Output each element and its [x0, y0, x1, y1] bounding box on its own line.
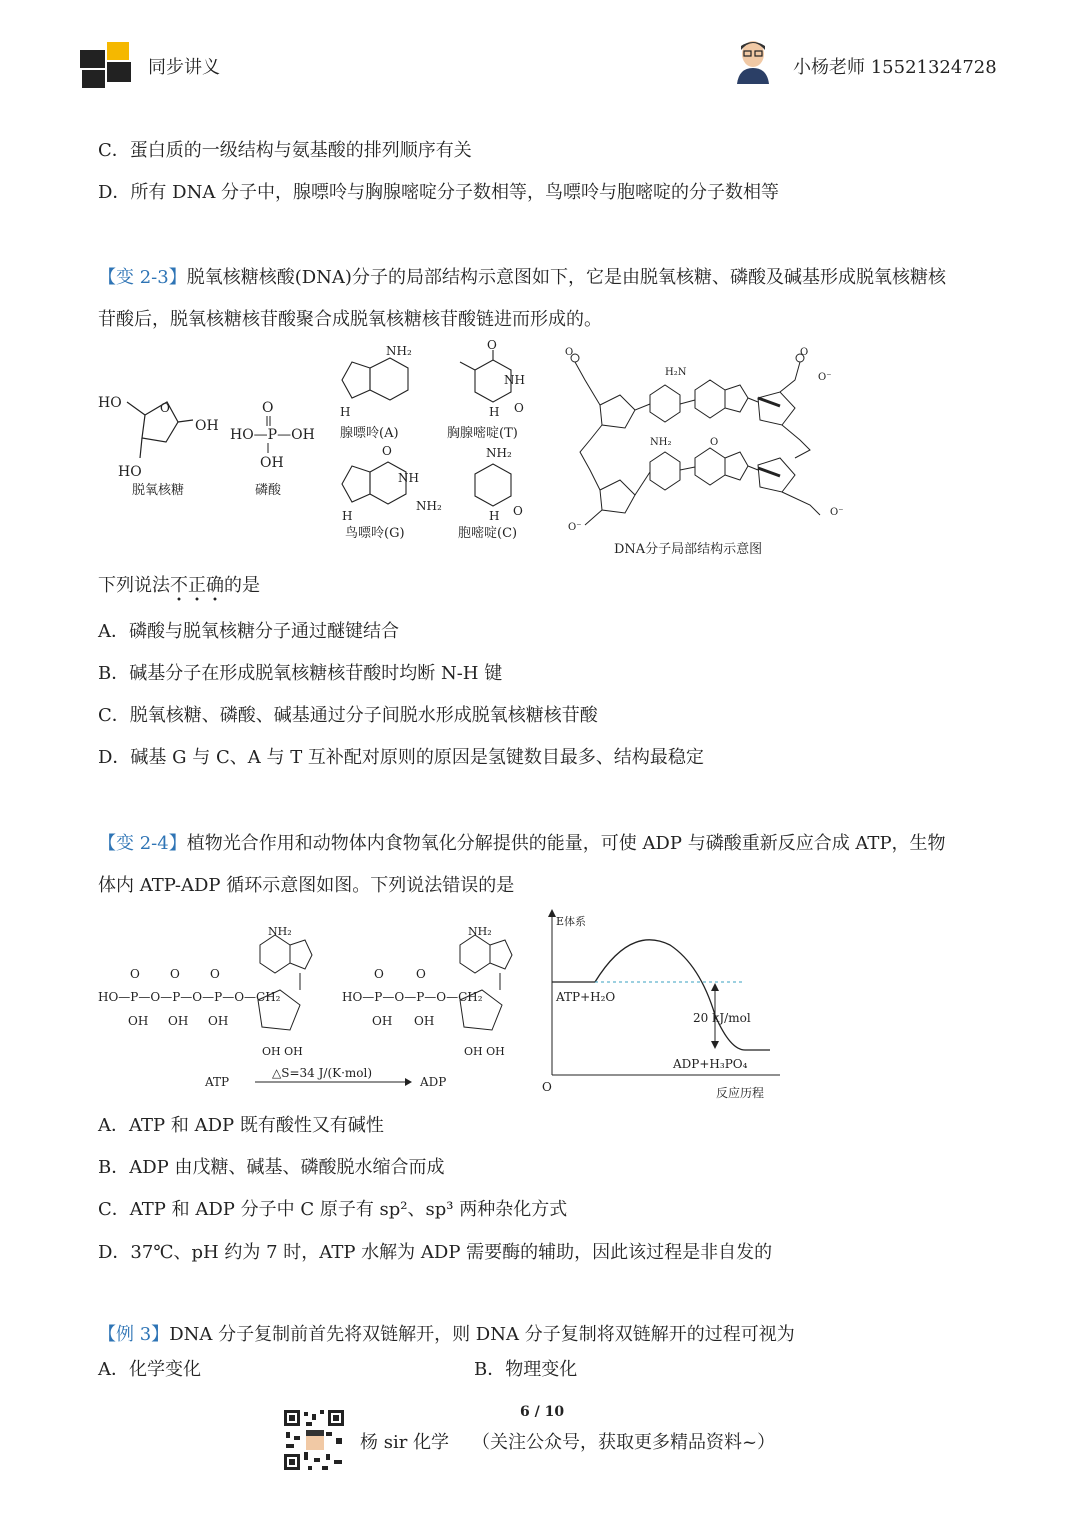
- atp-structure: [98, 925, 312, 1089]
- q2-4-option-c: C．ATP 和 ADP 分子中 C 原子有 sp²、sp³ 两种杂化方式: [98, 1199, 568, 1220]
- q2-3-prompt-emphasis: 不正确: [170, 575, 224, 602]
- q2-3-option-c: C．脱氧核糖、磷酸、碱基通过分子间脱水形成脱氧核糖核苷酸: [98, 705, 598, 726]
- svg-text:OH: OH: [372, 1014, 393, 1028]
- q2-3-prompt-post: 的是: [224, 575, 260, 596]
- svg-text:O: O: [513, 504, 523, 518]
- svg-text:HO: HO: [98, 395, 122, 411]
- svg-text:O: O: [374, 967, 384, 981]
- svg-text:OH: OH: [168, 1014, 189, 1028]
- teacher-contact: 小杨老师 15521324728: [793, 57, 997, 78]
- q2-4-option-d: D．37℃、pH 约为 7 时，ATP 水解为 ADP 需要酶的辅助，因此该过程是非自发的: [98, 1242, 773, 1263]
- svg-text:OH: OH: [208, 1014, 229, 1028]
- ex3-tag: 【例 3】: [98, 1324, 170, 1345]
- cytosine-structure: [475, 464, 511, 506]
- header: [0, 0, 1080, 110]
- q2-4-stem: 植物光合作用和动物体内食物氧化分解提供的能量，可使 ADP 与磷酸重新反应合成 ATP，生物: [186, 833, 946, 854]
- svg-text:O⁻: O⁻: [818, 372, 832, 383]
- deoxyribose-label: 脱氧核糖: [132, 483, 185, 498]
- q1-option-c: C．蛋白质的一级结构与氨基酸的排列顺序有关: [98, 140, 472, 161]
- logo-icon: [80, 42, 136, 88]
- svg-text:NH₂: NH₂: [486, 446, 512, 460]
- svg-text:O: O: [210, 967, 220, 981]
- thymine-label: 胸腺嘧啶(T): [447, 426, 518, 441]
- svg-text:HO: HO: [118, 464, 142, 480]
- energy-axis-label: E体系: [556, 915, 587, 928]
- cytosine-label: 胞嘧啶(C): [458, 526, 518, 541]
- svg-text:OH: OH: [195, 418, 219, 434]
- delta-s-label: △S=34 J/(K·mol): [272, 1066, 373, 1080]
- svg-text:OH OH: OH OH: [262, 1045, 303, 1058]
- q2-4-option-b: B．ADP 由戊糖、碱基、磷酸脱水缩合而成: [98, 1157, 445, 1178]
- svg-text:H: H: [340, 405, 351, 419]
- svg-text:NH₂: NH₂: [268, 925, 292, 938]
- reaction-path-label: 反应历程: [716, 1086, 765, 1100]
- q2-3-stem: 脱氧核糖核酸(DNA)分子的局部结构示意图如下，它是由脱氧核糖、磷酸及碱基形成脱氧核糖核: [186, 267, 946, 288]
- svg-text:O: O: [514, 401, 524, 415]
- guanine-label: 鸟嘌呤(G): [345, 526, 405, 541]
- guanine-structure: [342, 462, 406, 504]
- adenine-label: 腺嘌呤(A): [340, 426, 399, 441]
- svg-text:O: O: [382, 444, 392, 458]
- energy-diagram: [542, 909, 780, 1100]
- dna-double-strand-diagram: [571, 354, 820, 525]
- svg-text:O: O: [170, 967, 180, 981]
- svg-text:OH OH: OH OH: [464, 1045, 505, 1058]
- q2-3-tag: 【变 2-3】: [98, 267, 187, 288]
- svg-text:NH: NH: [504, 373, 525, 387]
- energy-gap-label: 20 kJ/mol: [693, 1011, 751, 1025]
- ex3-stem-text: DNA 分子复制前首先将双链解开，则 DNA 分子复制将双链解开的过程可视为: [169, 1324, 795, 1345]
- svg-text:OH: OH: [128, 1014, 149, 1028]
- qr-code-icon: [282, 1408, 346, 1472]
- svg-text:NH₂: NH₂: [416, 499, 442, 513]
- q1-option-d: D．所有 DNA 分子中，腺嘌呤与胸腺嘧啶分子数相等，鸟嘌呤与胞嘧啶的分子数相等: [98, 182, 780, 203]
- svg-text:O: O: [487, 340, 497, 352]
- svg-text:HO—P—OH: HO—P—OH: [230, 427, 315, 443]
- adp-structure: [342, 925, 512, 1058]
- reactant-label: ATP+H₂O: [556, 990, 616, 1004]
- product-label: ADP+H₃PO₄: [673, 1057, 748, 1071]
- svg-text:OH: OH: [414, 1014, 435, 1028]
- ex3-option-b: B．物理变化: [474, 1359, 578, 1380]
- dna-caption: DNA分子局部结构示意图: [614, 542, 763, 557]
- svg-text:H: H: [489, 405, 500, 419]
- footer-note: （关注公众号，获取更多精品资料~）: [472, 1432, 776, 1453]
- q2-4-stem-line1: [98, 832, 946, 856]
- svg-text:O⁻: O⁻: [830, 507, 844, 518]
- q2-4-option-a: A．ATP 和 ADP 既有酸性又有碱性: [98, 1115, 384, 1136]
- q2-3-prompt: [98, 574, 260, 598]
- svg-text:O⁻: O⁻: [568, 522, 582, 533]
- q2-3-option-b: B．碱基分子在形成脱氧核糖核苷酸时均断 N-H 键: [98, 663, 503, 684]
- svg-text:NH₂: NH₂: [468, 925, 492, 938]
- atp-adp-figure: [90, 905, 790, 1105]
- svg-text:O: O: [565, 347, 574, 358]
- q2-4-tag: 【变 2-4】: [98, 833, 187, 854]
- svg-text:O: O: [262, 400, 274, 416]
- q2-3-option-d: D．碱基 G 与 C、A 与 T 互补配对原则的原因是氢键数目最多、结构最稳定: [98, 747, 704, 768]
- svg-text:NH₂: NH₂: [650, 437, 672, 448]
- q2-3-stem-line2: 苷酸后，脱氧核糖核苷酸聚合成脱氧核糖核苷酸链进而形成的。: [98, 309, 602, 330]
- svg-text:OH: OH: [260, 455, 284, 471]
- q2-3-prompt-pre: 下列说法: [98, 575, 170, 596]
- svg-text:HO—P—O—P—O—P—O—CH₂: HO—P—O—P—O—P—O—CH₂: [98, 990, 281, 1004]
- ex3-option-a: A．化学变化: [98, 1359, 201, 1380]
- atp-label: ATP: [205, 1075, 230, 1089]
- teacher-avatar: [733, 38, 773, 84]
- svg-text:H: H: [489, 509, 500, 523]
- origin-label: O: [542, 1080, 552, 1094]
- q2-3-option-a: A．磷酸与脱氧核糖分子通过醚键结合: [98, 621, 399, 642]
- adp-label: ADP: [420, 1075, 447, 1089]
- q2-3-stem-line1: [98, 266, 946, 290]
- svg-text:O: O: [416, 967, 426, 981]
- svg-text:NH: NH: [398, 471, 419, 485]
- header-title: 同步讲义: [148, 57, 220, 78]
- svg-text:O: O: [160, 401, 170, 415]
- svg-text:H: H: [342, 509, 353, 523]
- svg-text:H₂N: H₂N: [665, 367, 687, 378]
- svg-text:O: O: [800, 347, 809, 358]
- q2-4-stem-line2: 体内 ATP-ADP 循环示意图如图。下列说法错误的是: [98, 875, 515, 896]
- svg-text:O: O: [710, 437, 719, 448]
- adenine-structure: [342, 358, 408, 400]
- phosphoric-label: 磷酸: [255, 483, 282, 498]
- svg-text:O: O: [130, 967, 140, 981]
- page-number: 6 / 10: [520, 1404, 565, 1420]
- svg-text:HO—P—O—P—O—CH₂: HO—P—O—P—O—CH₂: [342, 990, 483, 1004]
- footer-brand: 杨 sir 化学: [360, 1432, 450, 1453]
- ex3-stem: [98, 1323, 795, 1347]
- svg-text:NH₂: NH₂: [386, 344, 412, 358]
- dna-figure: [90, 340, 870, 565]
